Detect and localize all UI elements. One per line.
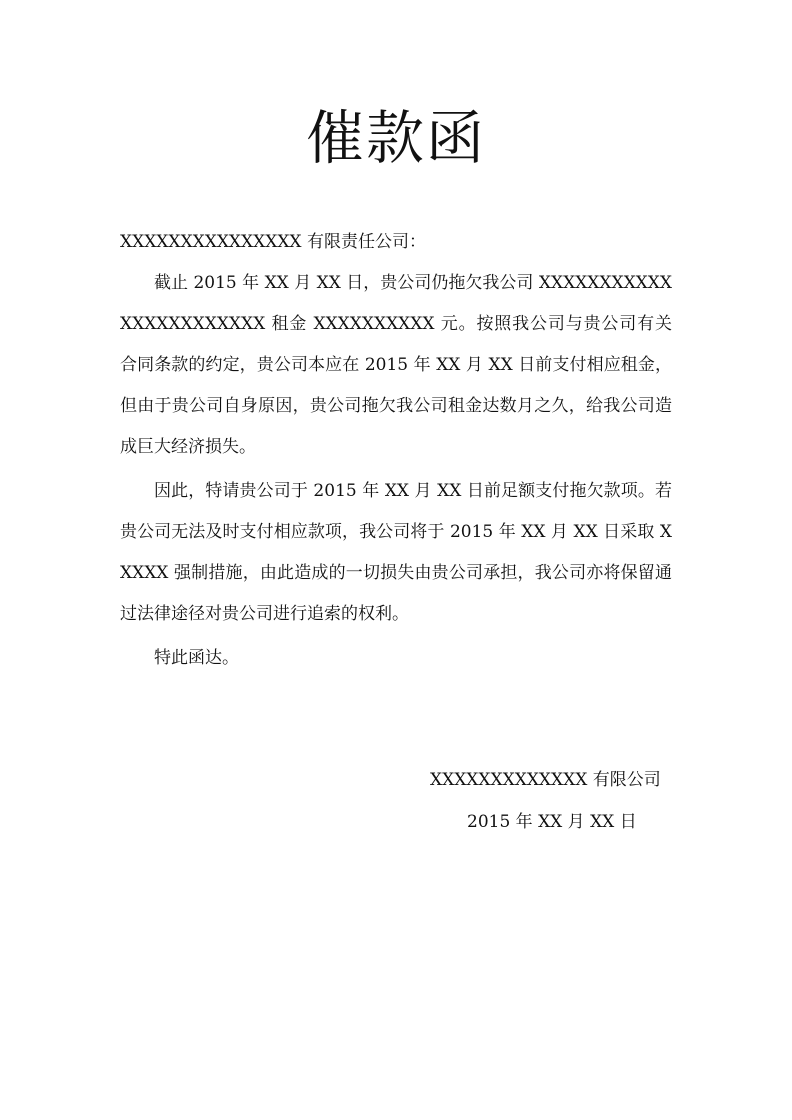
paragraph-closing: 特此函达。 xyxy=(154,648,239,668)
paragraph-arrears-notice: 截止 2015 年 XX 月 XX 日，贵公司仍拖欠我公司 XXXXXXXXXXXXXXXXXXXXXXX 租金 XXXXXXXXXX 元。按照我公司与贵公司有关合同条款的约定，贵公司本应在 2015 年 XX 月 XX 日前支付相应租金，但由于贵公司自身原因，贵公司拖欠我公司租金达数月之久，给我公司造成巨大经济损失。 xyxy=(120,273,672,457)
paragraph-payment-request: 因此，特请贵公司于 2015 年 XX 月 XX 日前足额支付拖欠款项。若贵公司无法及时支付相应款项，我公司将于 2015 年 XX 月 XX 日采取 XXXXX 强制措施，由此造成的一切损失由贵公司承担，我公司亦将保留通过法律途径对贵公司进行追索的权利。 xyxy=(120,481,672,624)
signature-date: 2015 年 XX 月 XX 日 xyxy=(467,812,637,832)
document-title: 催款函 xyxy=(305,104,486,172)
signature-company: XXXXXXXXXXXXX 有限公司 xyxy=(430,770,661,790)
salutation: XXXXXXXXXXXXXXX 有限责任公司： xyxy=(120,232,426,252)
